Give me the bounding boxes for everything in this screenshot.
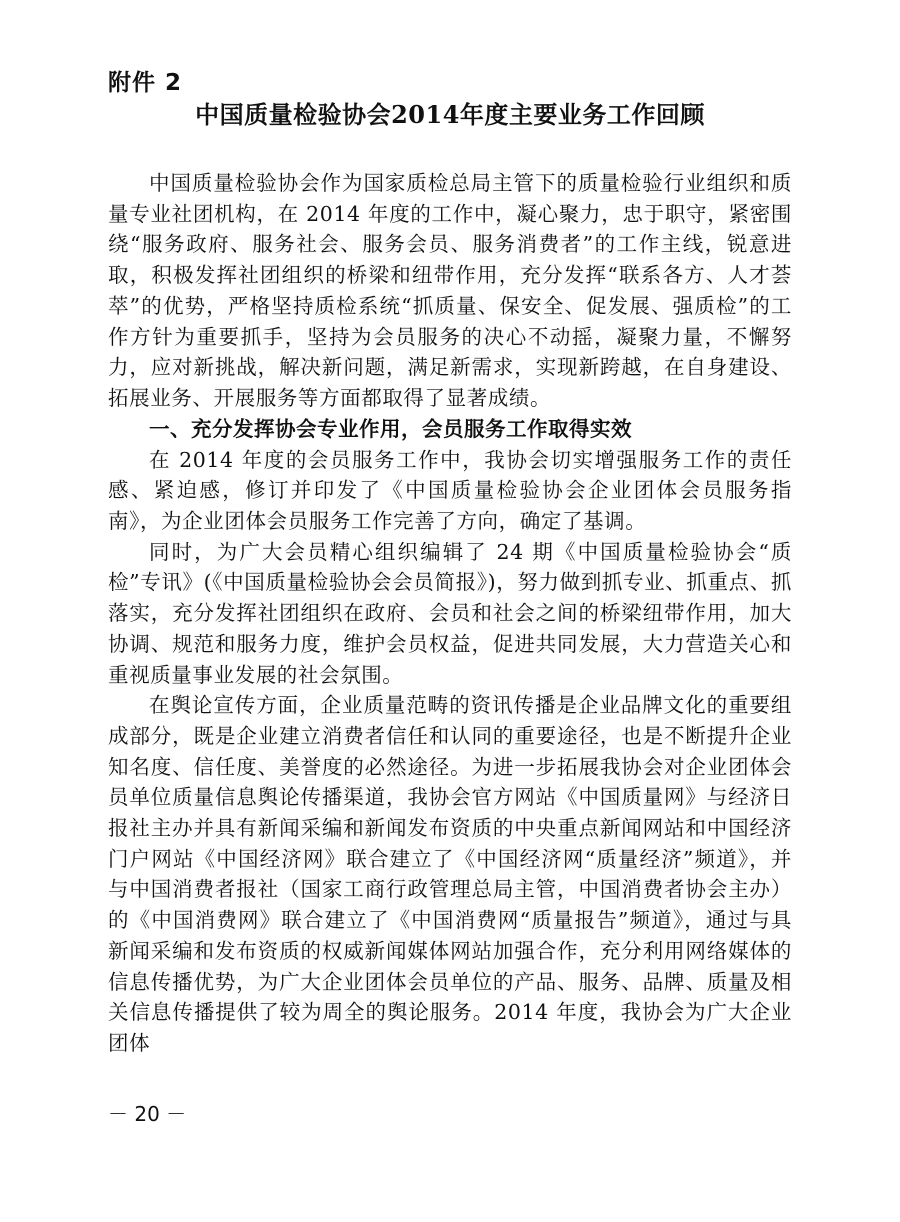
document-title: 中国质量检验协会2014年度主要业务工作回顾 — [195, 100, 705, 129]
document-body — [108, 168, 792, 1059]
page-number: － 20 － — [108, 1102, 187, 1126]
newsletter-paragraph: 同时，为广大会员精心组织编辑了 24 期《中国质量检验协会“质检”专讯》(《中国质量检验协会会员简报》)，努力做到抓专业、抓重点、抓落实，充分发挥社团组织在政府、会员和社会之间的桥梁纽带作用，加大协调、规范和服务力度，维护会员权益，促进共同发展，大力营造关心和重视质量事业发展的社会氛围。 — [108, 539, 792, 687]
member-service-paragraph: 在 2014 年度的会员服务工作中，我协会切实增强服务工作的责任感、紧迫感，修订并印发了《中国质量检验协会企业团体会员服务指南》，为企业团体会员服务工作完善了方向，确定了基调。 — [108, 447, 792, 534]
attachment-label: 附件 2 — [108, 70, 183, 96]
intro-paragraph: 中国质量检验协会作为国家质检总局主管下的质量检验行业组织和质量专业社团机构，在 2014 年度的工作中，凝心聚力，忠于职守，紧密围绕“服务政府、服务社会、服务会员、服务消费者”的工作主线，锐意进取，积极发挥社团组织的桥梁和纽带作用，充分发挥“联系各方、人才荟萃”的优势，严格坚持质检系统“抓质量、保安全、促发展、强质检”的工作方针为重要抓手，坚持为会员服务的决心不动摇，凝聚力量，不懈努力，应对新挑战，解决新问题，满足新需求，实现新跨越，在自身建设、拓展业务、开展服务等方面都取得了显著成绩。 — [108, 171, 792, 410]
publicity-paragraph: 在舆论宣传方面，企业质量范畴的资讯传播是企业品牌文化的重要组成部分，既是企业建立消费者信任和认同的重要途径，也是不断提升企业知名度、信任度、美誉度的必然途径。为进一步拓展我协会对企业团体会员单位质量信息舆论传播渠道，我协会官方网站《中国质量网》与经济日报社主办并具有新闻采编和新闻发布资质的中央重点新闻网站和中国经济门户网站《中国经济网》联合建立了《中国经济网“质量经济”频道》，并与中国消费者报社（国家工商行政管理总局主管，中国消费者协会主办）的《中国消费网》联合建立了《中国消费网“质量报告”频道》，通过与具新闻采编和发布资质的权威新闻媒体网站加强合作，充分利用网络媒体的信息传播优势，为广大企业团体会员单位的产品、服务、品牌、质量及相关信息传播提供了较为周全的舆论服务。2014 年度，我协会为广大企业团体 — [108, 693, 792, 1055]
section-heading: 一、充分发挥协会专业作用，会员服务工作取得实效 — [149, 416, 632, 441]
